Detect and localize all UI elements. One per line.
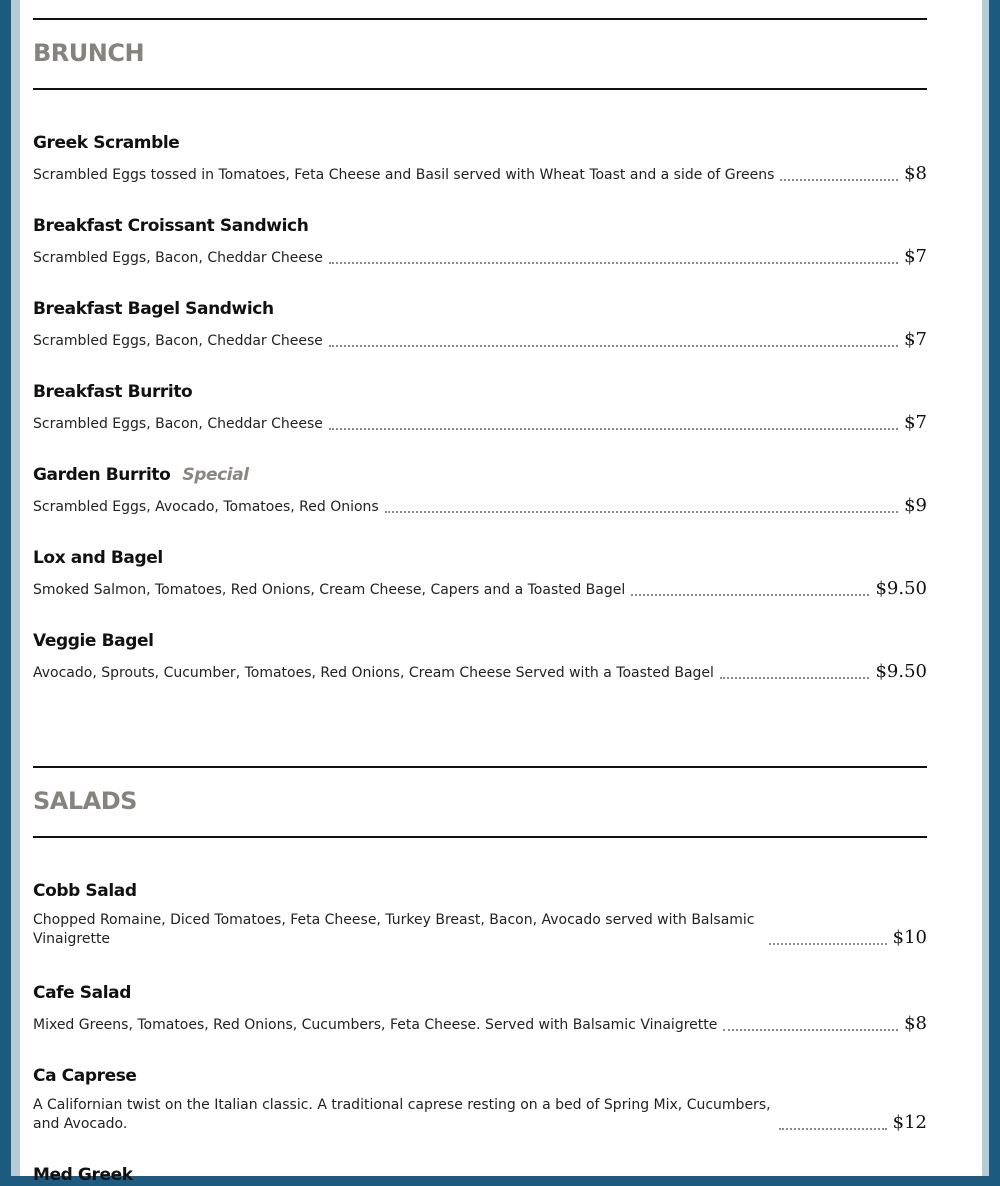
- item-name-line: [33, 464, 927, 486]
- item-name: Breakfast Bagel Sandwich: [33, 299, 274, 319]
- item-row: [33, 1096, 927, 1134]
- dot-leader: [723, 1029, 898, 1031]
- item-price: $8: [904, 1013, 927, 1034]
- item-name: Med Greek: [33, 1165, 133, 1185]
- item-price: $8: [904, 163, 927, 184]
- section-bottom-rule: [33, 88, 927, 90]
- item-price: $7: [904, 412, 927, 433]
- item-name: Veggie Bagel: [33, 631, 154, 651]
- section-title: SALADS: [33, 787, 137, 815]
- item-name: Cobb Salad: [33, 881, 137, 901]
- item-name: Breakfast Burrito: [33, 382, 193, 402]
- special-tag: Special: [182, 465, 249, 485]
- item-row: [33, 495, 927, 517]
- item-row: [33, 578, 927, 600]
- menu-item-breakfast-burrito: [33, 381, 927, 434]
- menu-item-garden-burrito: [33, 464, 927, 517]
- item-name: Breakfast Croissant Sandwich: [33, 216, 309, 236]
- item-price: $10: [892, 927, 927, 948]
- menu-item-breakfast-bagel-sandwich: [33, 298, 927, 351]
- item-price: $7: [904, 329, 927, 350]
- section-salads: [33, 766, 927, 838]
- menu-item-cobb-salad: [33, 880, 927, 949]
- section-brunch: [33, 18, 927, 90]
- menu-item-lox-and-bagel: [33, 547, 927, 600]
- item-price: $9: [904, 495, 927, 516]
- item-description: Scrambled Eggs, Avocado, Tomatoes, Red Onions: [33, 499, 379, 515]
- dot-leader: [631, 594, 869, 596]
- dot-leader: [329, 345, 898, 347]
- item-price: $9.50: [875, 661, 927, 682]
- dot-leader: [779, 1128, 887, 1130]
- item-row: [33, 412, 927, 434]
- item-name: Ca Caprese: [33, 1066, 137, 1086]
- item-description: Scrambled Eggs tossed in Tomatoes, Feta Cheese and Basil served with Wheat Toast and a side of Greens: [33, 167, 775, 183]
- item-name: Garden Burrito: [33, 465, 171, 485]
- item-name: Greek Scramble: [33, 133, 180, 153]
- item-row: [33, 329, 927, 351]
- item-name: Lox and Bagel: [33, 548, 163, 568]
- item-description: A Californian twist on the Italian classic. A traditional caprese resting on a bed of Spring Mix, Cucumbers, and Avocado.: [33, 1097, 771, 1132]
- item-name: Cafe Salad: [33, 983, 131, 1003]
- item-row: [33, 911, 927, 949]
- item-description: Scrambled Eggs, Bacon, Cheddar Cheese: [33, 333, 323, 349]
- dot-leader: [329, 428, 898, 430]
- dot-leader: [329, 262, 898, 264]
- menu-item-veggie-bagel: [33, 630, 927, 683]
- dot-leader: [385, 511, 898, 513]
- item-description: Avocado, Sprouts, Cucumber, Tomatoes, Red Onions, Cream Cheese Served with a Toasted Bagel: [33, 665, 714, 681]
- item-description: Chopped Romaine, Diced Tomatoes, Feta Cheese, Turkey Breast, Bacon, Avocado served with Balsamic Vinaigrette: [33, 912, 755, 947]
- dot-leader: [769, 943, 887, 945]
- dot-leader: [720, 677, 870, 679]
- item-row: [33, 163, 927, 185]
- item-description: Smoked Salmon, Tomatoes, Red Onions, Cream Cheese, Capers and a Toasted Bagel: [33, 582, 626, 598]
- item-price: $7: [904, 246, 927, 267]
- menu-item-cafe-salad: [33, 982, 927, 1035]
- item-price: $9.50: [875, 578, 927, 599]
- item-row: [33, 661, 927, 683]
- item-row: [33, 1013, 927, 1035]
- menu-item-ca-caprese: [33, 1065, 927, 1134]
- menu-item-breakfast-croissant-sandwich: [33, 215, 927, 268]
- item-row: [33, 246, 927, 268]
- section-bottom-rule: [33, 836, 927, 838]
- item-description: Mixed Greens, Tomatoes, Red Onions, Cucumbers, Feta Cheese. Served with Balsamic Vinaigrette: [33, 1017, 718, 1033]
- menu-item-greek-scramble: [33, 132, 927, 185]
- menu-item-med-greek: [33, 1164, 927, 1186]
- item-description: Scrambled Eggs, Bacon, Cheddar Cheese: [33, 416, 323, 432]
- section-title: BRUNCH: [33, 39, 145, 67]
- dot-leader: [780, 179, 898, 181]
- item-price: $12: [892, 1112, 927, 1133]
- item-description: Scrambled Eggs, Bacon, Cheddar Cheese: [33, 250, 323, 266]
